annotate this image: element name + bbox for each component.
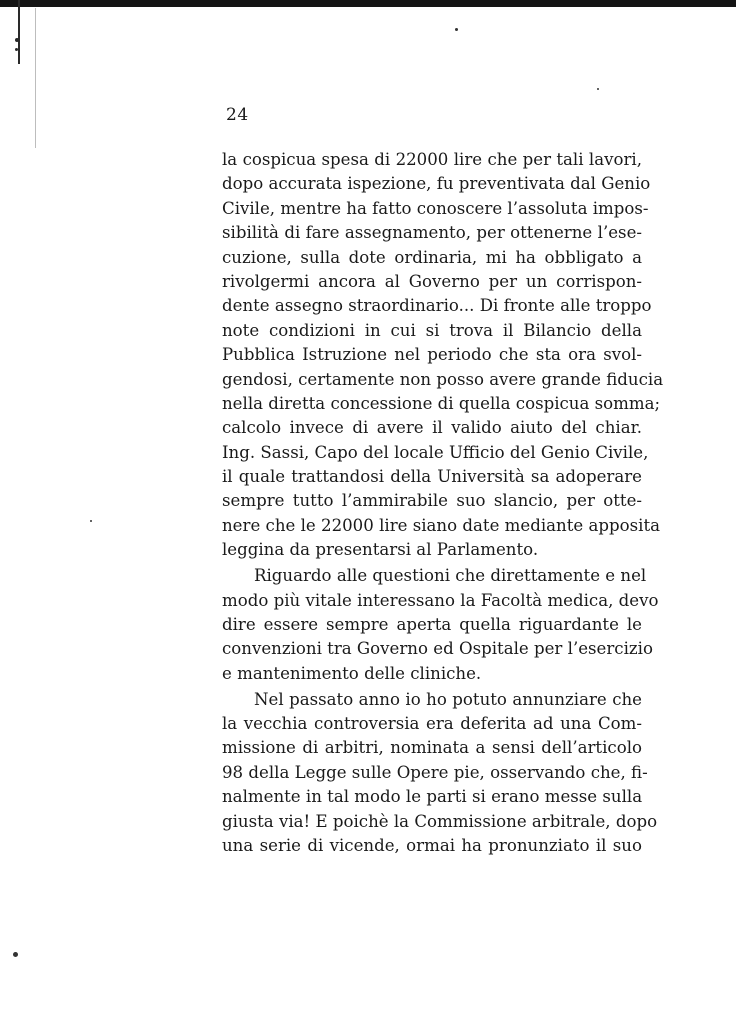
ink-speck bbox=[597, 88, 599, 90]
text-line: convenzioni tra Governo ed Ospitale per l’esercizio bbox=[222, 639, 653, 659]
text-line: Ing. Sassi, Capo del locale Ufficio del Genio Civile, bbox=[222, 442, 649, 462]
top-border-rule bbox=[0, 0, 736, 7]
text-line: dente assegno straordinario... Di fronte alle troppo bbox=[222, 296, 652, 316]
text-line: Riguardo alle questioni che direttamente e nel bbox=[254, 566, 647, 586]
text-line: Civile, mentre ha fatto conoscere l’assoluta impos- bbox=[222, 198, 649, 218]
text-line: Pubblica Istruzione nel periodo che sta ora svol- bbox=[222, 345, 642, 365]
body-text bbox=[222, 148, 664, 858]
text-line: leggina da presentarsi al Parlamento. bbox=[222, 540, 539, 560]
text-line: missione di arbitri, nominata a sensi dell’articolo bbox=[222, 738, 642, 758]
text-line: la cospicua spesa di 22000 lire che per tali lavori, bbox=[222, 150, 642, 169]
text-line: sibilità di fare assegnamento, per ottenerne l’ese- bbox=[222, 223, 642, 243]
text-line: dopo accurata ispezione, fu preventivata dal Genio bbox=[222, 174, 651, 194]
text-line: nalmente in tal modo le parti si erano messe sulla bbox=[222, 787, 643, 807]
text-line: 98 della Legge sulle Opere pie, osservando che, fi- bbox=[222, 762, 648, 782]
text-line: il quale trattandosi della Università sa adoperare bbox=[222, 467, 642, 487]
text-line: cuzione, sulla dote ordinaria, mi ha obbligato a bbox=[222, 247, 642, 267]
text-line: nere che le 22000 lire siano date mediante apposita bbox=[222, 515, 661, 535]
left-edge-marks bbox=[0, 0, 42, 160]
text-line: nella diretta concessione di quella cospicua somma; bbox=[222, 393, 661, 413]
ink-speck bbox=[13, 952, 18, 957]
page-number: 24 bbox=[226, 105, 249, 125]
ink-speck bbox=[455, 28, 458, 31]
text-line: Nel passato anno io ho potuto annunziare che bbox=[254, 689, 642, 709]
text-line: calcolo invece di avere il valido aiuto del chiar. bbox=[222, 418, 642, 438]
ink-speck bbox=[90, 520, 92, 522]
text-line: gendosi, certamente non posso avere grande fiducia bbox=[222, 369, 664, 389]
text-line: note condizioni in cui si trova il Bilancio della bbox=[222, 320, 642, 340]
text-line: una serie di vicende, ormai ha pronunziato il suo bbox=[222, 835, 642, 855]
text-line: sempre tutto l’ammirabile suo slancio, per otte- bbox=[222, 491, 642, 511]
text-line: rivolgermi ancora al Governo per un corrispon- bbox=[222, 271, 642, 291]
text-line: e mantenimento delle cliniche. bbox=[222, 663, 482, 683]
text-line: giusta via! E poichè la Commissione arbitrale, dopo bbox=[222, 811, 658, 831]
text-line: modo più vitale interessano la Facoltà medica, devo bbox=[222, 590, 659, 610]
text-line: la vecchia controversia era deferita ad una Com- bbox=[222, 713, 642, 733]
text-line: dire essere sempre aperta quella riguardante le bbox=[222, 614, 642, 634]
